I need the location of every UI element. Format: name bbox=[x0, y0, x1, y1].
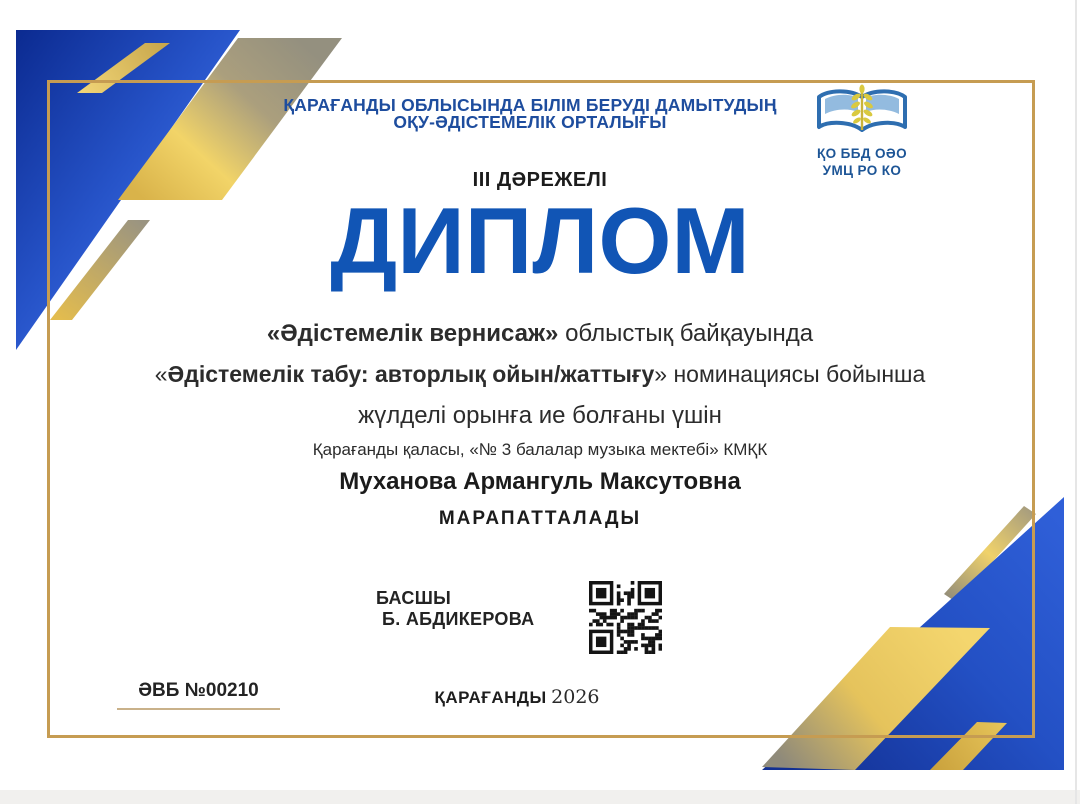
contest-name: «Әдістемелік вернисаж» bbox=[266, 320, 559, 347]
year-label: 2026 bbox=[551, 686, 600, 708]
degree-label: III ДӘРЕЖЕЛІ bbox=[472, 169, 608, 191]
right-edge-line bbox=[1075, 0, 1077, 804]
nomination-name: Әдістемелік табу: авторлық ойын/жаттығу bbox=[167, 361, 655, 387]
serial-number: ӘВБ №00210 bbox=[117, 680, 280, 710]
organization-name-line1: ҚАРАҒАНДЫ ОБЛЫСЫНДА БІЛІМ БЕРУДІ ДАМЫТУДЫҢ bbox=[283, 95, 777, 115]
city-year bbox=[47, 686, 987, 708]
diploma-title: ДИПЛОМ bbox=[330, 188, 750, 293]
organization-name-line2: ОҚУ-ӘДІСТЕМЕЛІК ОРТАЛЫҒЫ bbox=[393, 111, 667, 132]
open-book-wheat-emblem-icon bbox=[812, 84, 912, 140]
nomination-line bbox=[47, 361, 1033, 388]
institution-line: Қарағанды қаласы, «№ 3 балалар музыка мектебі» КМҚК bbox=[312, 440, 768, 459]
bottom-gray-strip bbox=[0, 790, 1080, 804]
qr-code bbox=[589, 581, 662, 654]
logo-text-line1: ҚО ББД ОӘО bbox=[816, 146, 908, 161]
nomination-line-rest: » номинациясы бойынша bbox=[654, 361, 926, 387]
signer-name: Б. АБДИКЕРОВА bbox=[382, 609, 535, 629]
achievement-line: жүлделі орынға ие болғаны үшін bbox=[358, 402, 722, 429]
city-label: ҚАРАҒАНДЫ bbox=[434, 688, 547, 707]
logo-text-line2: УМЦ РО КО bbox=[822, 162, 902, 178]
nomination-open-quote: « bbox=[154, 361, 168, 387]
award-word: МАРАПАТТАЛАДЫ bbox=[438, 508, 642, 529]
signer-role: БАСШЫ bbox=[376, 588, 452, 608]
organization-logo bbox=[796, 84, 928, 178]
contest-line bbox=[47, 320, 1033, 348]
contest-line-rest: облыстық байқауында bbox=[558, 320, 814, 347]
signature-block bbox=[376, 588, 534, 630]
recipient-name: Муханова Армангуль Максутовна bbox=[339, 468, 741, 495]
